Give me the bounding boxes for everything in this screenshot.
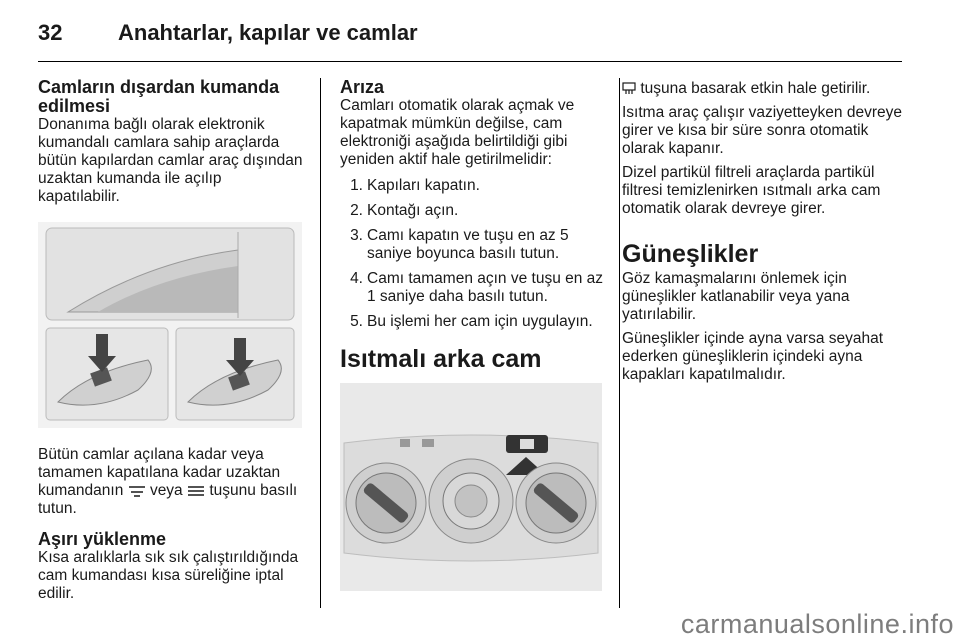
window-close-symbol-icon	[128, 485, 146, 497]
list-item: 4. Camı tamamen açın ve tuşu en az 1 saniye daha basılı tutun.	[350, 270, 604, 305]
remote-hold-text-a: Bütün camlar açılana kadar veya tamamen kapatılana kadar uzaktan kumandanın	[38, 446, 281, 499]
fault-text: Camları otomatik olarak açmak ve kapatmak mümkün değilse, cam elektroniği aşağıda belirtildiği gibi yeniden aktif hale getirilmelidir:	[340, 97, 575, 168]
section-heading-remote-windows: Camların dışardan kumanda edilmesi	[38, 77, 280, 116]
sun-visors-text-1: Göz kamaşmalarını önlemek için güneşlikler katlanabilir veya yana yatırılabilir.	[622, 270, 850, 323]
climate-control-illustration	[340, 383, 602, 591]
section-heading-overload: Aşırı yüklenme	[38, 529, 167, 549]
page-number: 32	[38, 20, 63, 45]
rear-window-button-text: tuşuna basarak etkin hale getirilir.	[622, 80, 908, 98]
section-heading-sun-visors: Güneşlikler	[622, 240, 759, 268]
window-open-symbol-icon	[187, 485, 205, 497]
rear-window-text-3: Dizel partikül filtreli araçlarda partikül filtresi temizlenirken ısıtmalı arka cam otomatik olarak devreye girer.	[622, 164, 881, 217]
section-heading-heated-rear-window: Isıtmalı arka cam	[340, 345, 542, 373]
remote-hold-text-b: tuşunu basılı tutun.	[38, 482, 298, 517]
climate-control-drawing	[340, 383, 602, 591]
rear-window-text-2: Isıtma araç çalışır vaziyetteyken devreye girer ve kısa bir süre sonra otomatik olarak kapanır.	[622, 104, 902, 157]
sun-visors-text-2: Güneşlikler içinde ayna varsa seyahat ederken güneşliklerin içindeki ayna kapakları kapatılmalıdır.	[622, 330, 884, 383]
remote-windows-intro: Donanıma bağlı olarak elektronik kumandalı camlara sahip araçlarda bütün kapılardan camlar araç dışından uzaktan kumanda ile açılıp kapatılabilir.	[38, 116, 303, 205]
list-item: 1. Kapıları kapatın.	[350, 177, 480, 194]
remote-hold-text-or: veya	[149, 482, 183, 499]
column-divider-2	[619, 78, 620, 608]
remote-key-drawing	[38, 222, 302, 428]
page-header	[38, 14, 902, 54]
overload-text: Kısa aralıklarla sık sık çalıştırıldığında cam kumandası kısa süreliğine iptal edilir.	[38, 549, 299, 602]
column-1	[38, 78, 304, 603]
list-item: 2. Kontağı açın.	[350, 202, 459, 219]
column-divider-1	[320, 78, 321, 608]
column-3	[622, 80, 908, 384]
page-title: Anahtarlar, kapılar ve camlar	[118, 20, 418, 45]
list-item: 5. Bu işlemi her cam için uygulayın.	[350, 313, 593, 330]
heated-rear-window-icon	[622, 82, 636, 95]
column-2	[340, 78, 608, 591]
remote-key-illustration	[38, 222, 302, 428]
section-heading-fault: Arıza	[340, 77, 385, 97]
fault-steps-list	[340, 177, 608, 331]
remote-hold-instruction	[38, 446, 304, 518]
watermark: carmanualsonline.info	[680, 609, 954, 639]
list-item: 3. Camı kapatın ve tuşu en az 5 saniye boyunca basılı tutun.	[350, 227, 569, 262]
header-divider	[38, 61, 902, 62]
